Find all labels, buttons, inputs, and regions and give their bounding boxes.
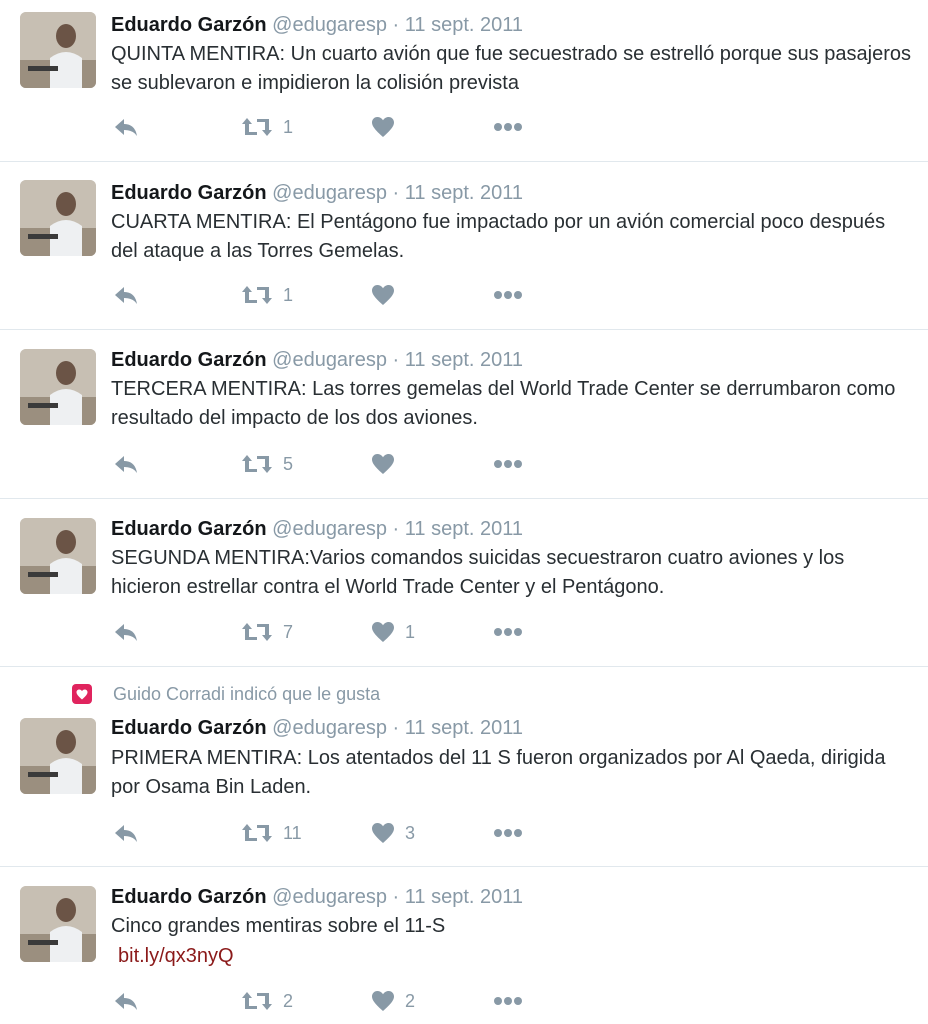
retweet-icon (241, 822, 273, 844)
avatar[interactable] (20, 349, 96, 425)
tweet-text: Cinco grandes mentiras sobre el 11-S (111, 915, 446, 937)
tweet[interactable] (0, 0, 928, 161)
tweet[interactable] (0, 506, 928, 667)
heart-icon (371, 453, 395, 475)
retweet-button[interactable] (241, 617, 293, 647)
reply-button[interactable] (113, 818, 139, 848)
more-icon (493, 122, 523, 132)
tweet-text: TERCERA MENTIRA: Las torres gemelas del World Trade Center se derrumbaron como resultado del impacto de los dos aviones. (111, 378, 896, 429)
tweet-date[interactable]: 11 sept. 2011 (404, 518, 524, 540)
retweet-button[interactable] (241, 112, 293, 142)
retweet-count: 1 (283, 284, 294, 305)
like-button[interactable] (371, 112, 405, 142)
author-handle[interactable]: @edugaresp (272, 14, 387, 36)
author-name[interactable]: Eduardo Garzón (111, 717, 267, 739)
tweet-header (111, 13, 523, 37)
more-icon (493, 459, 523, 469)
reply-icon (113, 822, 139, 844)
retweet-button[interactable] (241, 449, 293, 479)
header-separator: · (392, 14, 400, 36)
tweet-actions (111, 617, 551, 647)
heart-icon (371, 116, 395, 138)
like-button[interactable] (371, 617, 415, 647)
tweet-text: SEGUNDA MENTIRA:Varios comandos suicidas secuestraron cuatro aviones y los hicieron estrellar contra el World Trade Center y el Pentágono. (111, 547, 845, 598)
tweet-actions (111, 280, 551, 310)
reply-button[interactable] (113, 112, 139, 142)
avatar[interactable] (20, 180, 96, 256)
more-button[interactable] (493, 280, 523, 310)
more-icon (493, 290, 523, 300)
reply-icon (113, 990, 139, 1012)
retweet-icon (241, 116, 273, 138)
avatar[interactable] (20, 518, 96, 594)
author-handle[interactable]: @edugaresp (272, 182, 387, 204)
tweet-date[interactable]: 11 sept. 2011 (404, 717, 524, 739)
tweet-date[interactable]: 11 sept. 2011 (404, 14, 524, 36)
tweet-header (111, 517, 523, 541)
more-button[interactable] (493, 818, 523, 848)
more-icon (493, 996, 523, 1006)
reply-button[interactable] (113, 280, 139, 310)
retweet-button[interactable] (241, 818, 302, 848)
like-button[interactable] (371, 986, 415, 1016)
tweet-header (111, 348, 523, 372)
like-button[interactable] (371, 818, 415, 848)
retweet-count: 11 (283, 822, 302, 843)
heart-badge-icon (72, 684, 92, 704)
more-button[interactable] (493, 449, 523, 479)
tweet-actions (111, 112, 551, 142)
reply-button[interactable] (113, 986, 139, 1016)
retweet-count: 7 (283, 621, 294, 642)
heart-icon (371, 284, 395, 306)
tweet[interactable] (0, 337, 928, 498)
social-context-text[interactable]: Guido Corradi indicó que le gusta (113, 684, 381, 704)
tweet-divider (0, 329, 928, 330)
heart-icon (371, 822, 395, 844)
author-name[interactable]: Eduardo Garzón (111, 518, 267, 540)
tweet-date[interactable]: 11 sept. 2011 (404, 886, 524, 908)
tweet[interactable] (0, 667, 928, 866)
more-button[interactable] (493, 112, 523, 142)
retweet-icon (241, 284, 273, 306)
reply-icon (113, 116, 139, 138)
tweet-header (111, 181, 523, 205)
heart-icon (371, 621, 395, 643)
avatar[interactable] (20, 886, 96, 962)
reply-icon (113, 453, 139, 475)
heart-icon (371, 990, 395, 1012)
tweet[interactable] (0, 168, 928, 329)
retweet-icon (241, 453, 273, 475)
reply-icon (113, 621, 139, 643)
retweet-icon (241, 621, 273, 643)
more-icon (493, 627, 523, 637)
like-count: 2 (405, 990, 416, 1011)
retweet-count: 5 (283, 453, 294, 474)
header-separator: · (392, 717, 400, 739)
author-name[interactable]: Eduardo Garzón (111, 182, 267, 204)
avatar[interactable] (20, 718, 96, 794)
tweet-divider (0, 161, 928, 162)
tweet[interactable] (0, 874, 928, 1024)
tweet-header (111, 716, 523, 740)
like-button[interactable] (371, 280, 405, 310)
author-handle[interactable]: @edugaresp (272, 886, 387, 908)
author-name[interactable]: Eduardo Garzón (111, 349, 267, 371)
header-separator: · (392, 518, 400, 540)
header-separator: · (392, 182, 400, 204)
reply-button[interactable] (113, 449, 139, 479)
retweet-button[interactable] (241, 280, 293, 310)
reply-icon (113, 284, 139, 306)
like-count: 3 (405, 822, 416, 843)
more-button[interactable] (493, 986, 523, 1016)
author-handle[interactable]: @edugaresp (272, 349, 387, 371)
author-name[interactable]: Eduardo Garzón (111, 886, 267, 908)
social-context (72, 683, 380, 705)
retweet-icon (241, 990, 273, 1012)
author-handle[interactable]: @edugaresp (272, 518, 387, 540)
retweet-count: 1 (283, 116, 294, 137)
retweet-count: 2 (283, 990, 294, 1011)
tweet-text: QUINTA MENTIRA: Un cuarto avión que fue secuestrado se estrelló porque sus pasajeros se sublevaron e impidieron la colisión prevista (111, 43, 912, 94)
tweet-actions (111, 449, 551, 479)
author-name[interactable]: Eduardo Garzón (111, 14, 267, 36)
like-button[interactable] (371, 449, 405, 479)
avatar[interactable] (20, 12, 96, 88)
tweet-text: CUARTA MENTIRA: El Pentágono fue impactado por un avión comercial poco después del ataque a las Torres Gemelas. (111, 211, 886, 262)
retweet-button[interactable] (241, 986, 293, 1016)
tweet-header (111, 885, 523, 909)
tweet-divider (0, 498, 928, 499)
tweet-text: PRIMERA MENTIRA: Los atentados del 11 S fueron organizados por Al Qaeda, dirigida por Osama Bin Laden. (111, 747, 886, 798)
reply-button[interactable] (113, 617, 139, 647)
like-count: 1 (405, 621, 416, 642)
tweet-divider (0, 866, 928, 867)
author-handle[interactable]: @edugaresp (272, 717, 387, 739)
tweet-date[interactable]: 11 sept. 2011 (404, 182, 524, 204)
tweet-date[interactable]: 11 sept. 2011 (404, 349, 524, 371)
more-button[interactable] (493, 617, 523, 647)
tweet-actions (111, 818, 551, 848)
header-separator: · (392, 349, 400, 371)
more-icon (493, 828, 523, 838)
tweet-link[interactable]: bit.ly/qx3nyQ (118, 945, 234, 967)
header-separator: · (392, 886, 400, 908)
tweet-actions (111, 986, 551, 1016)
